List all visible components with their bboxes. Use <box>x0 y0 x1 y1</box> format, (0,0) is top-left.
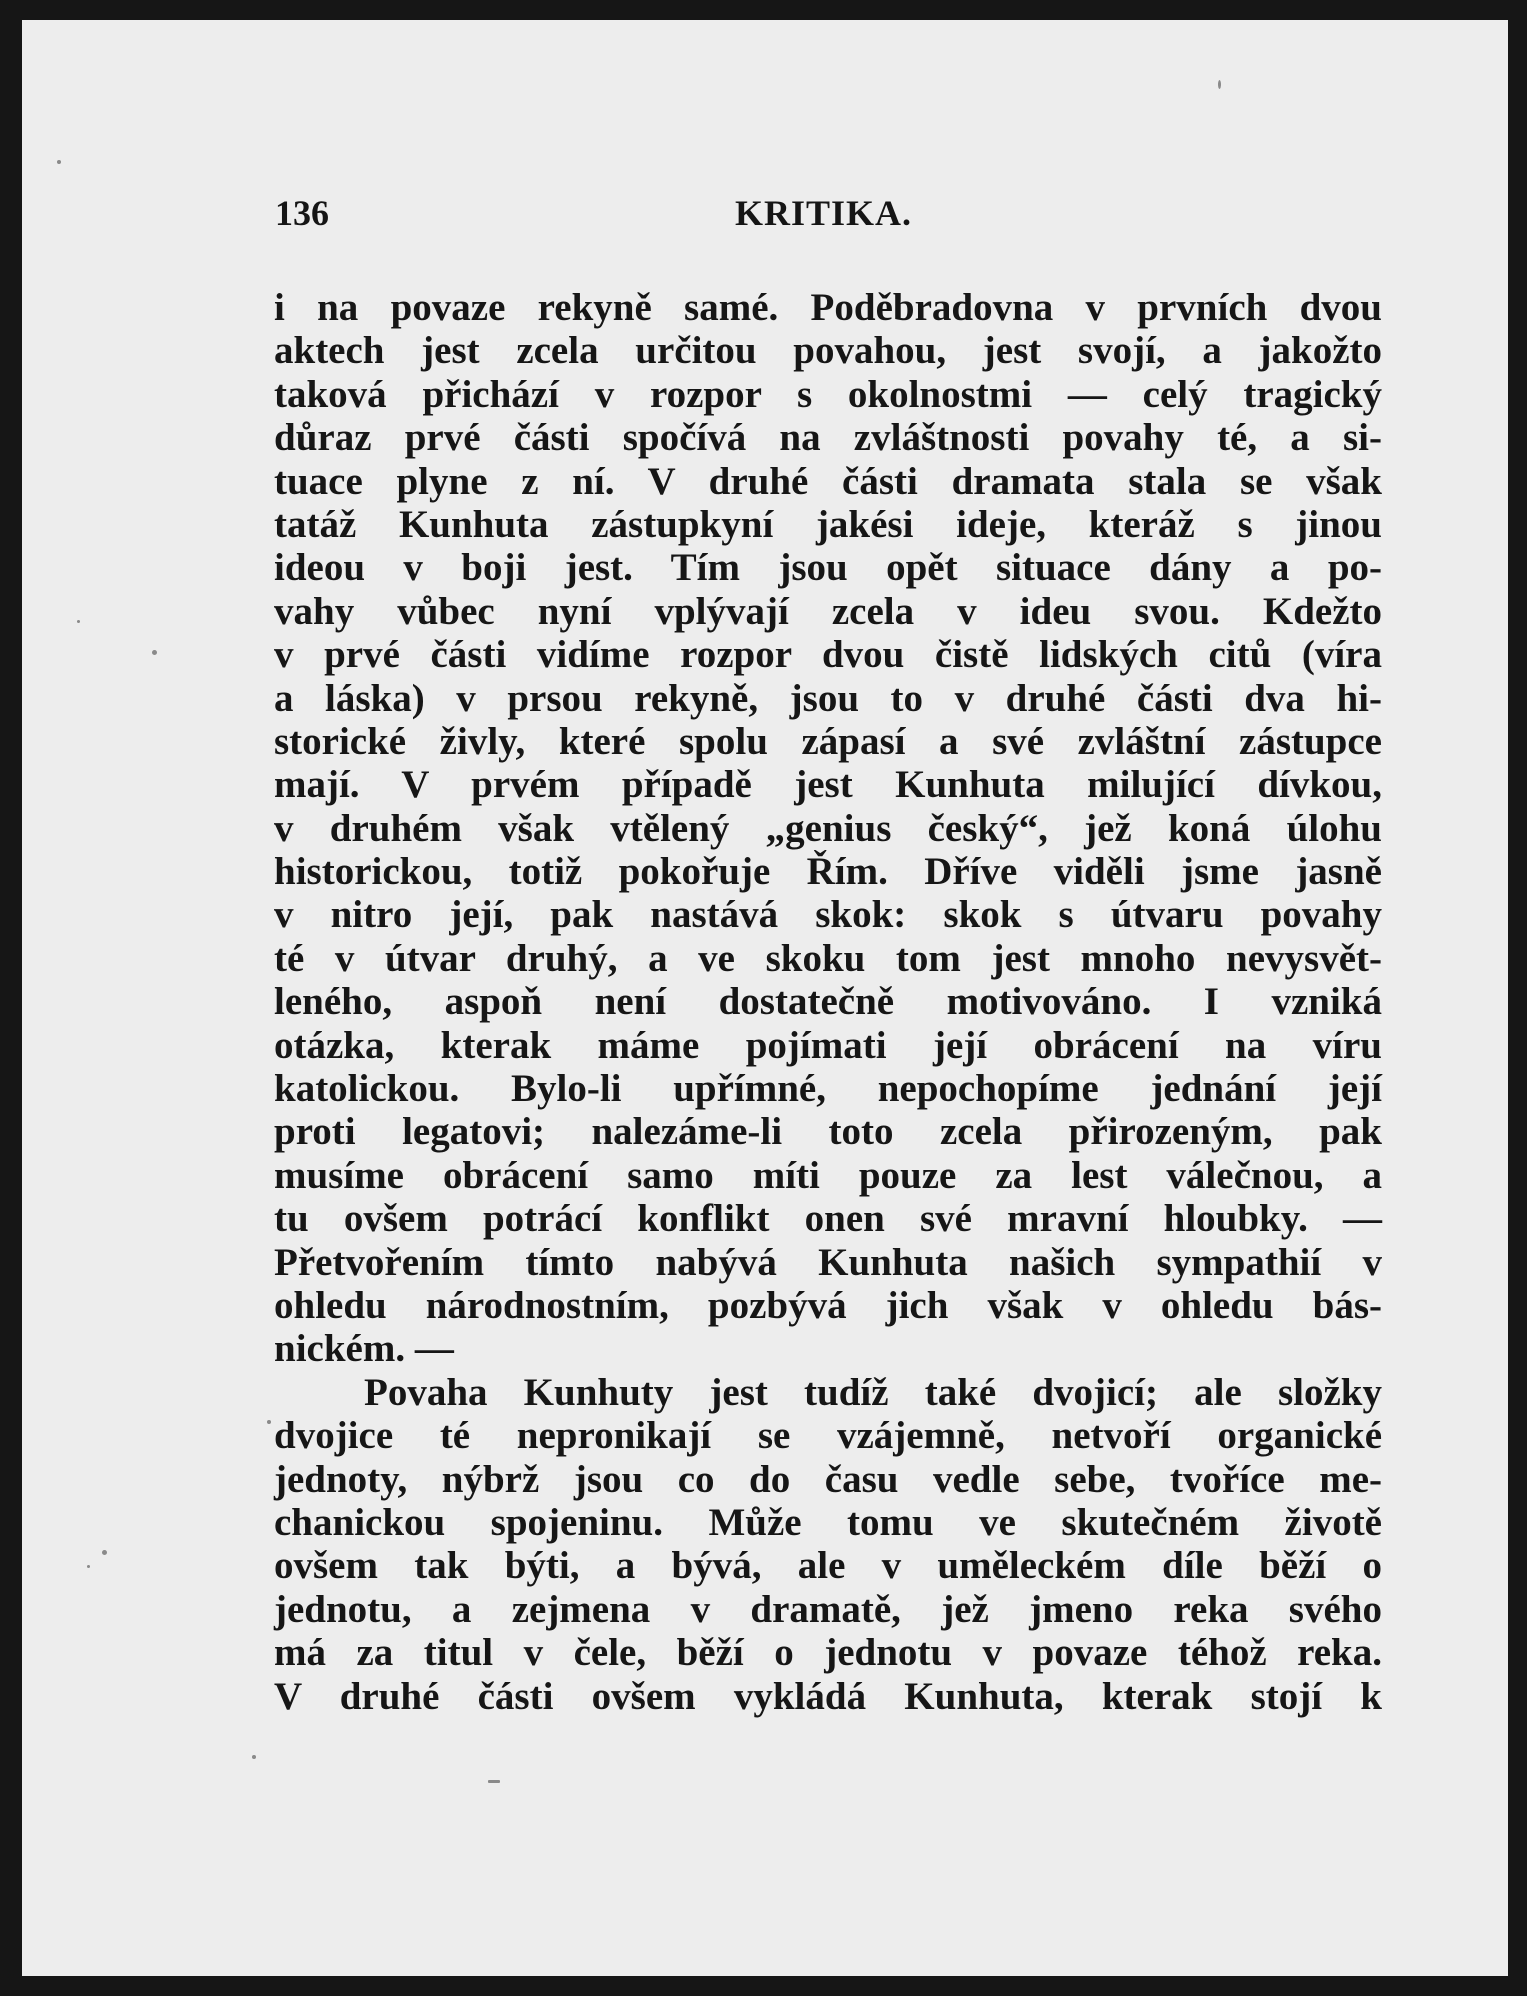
text-line: tatáž Kunhuta zástupkyní jakési ideje, kteráž s jinou <box>274 502 1382 546</box>
running-title: KRITIKA. <box>735 193 913 233</box>
text-line: má za titul v čele, běží o jednotu v povaze téhož reka. <box>274 1631 1382 1675</box>
text-line: V druhé části ovšem vykládá Kunhuta, kterak stojí k <box>274 1674 1382 1718</box>
page-header <box>275 192 1380 242</box>
text-line: té v útvar druhý, a ve skoku tom jest mnoho nevysvět- <box>274 936 1382 980</box>
scan-speck <box>488 1780 500 1783</box>
body-text <box>274 286 1382 1718</box>
text-line: i na povaze rekyně samé. Poděbradovna v prvních dvou <box>274 286 1382 329</box>
text-line: vahy vůbec nyní vplývají zcela v ideu svou. Kdežto <box>274 589 1382 633</box>
text-line: leného, aspoň není dostatečně motivováno. I vzniká <box>274 980 1382 1024</box>
text-line: chanickou spojeninu. Může tomu ve skutečném životě <box>274 1500 1382 1544</box>
scan-speck <box>102 1550 107 1555</box>
text-line: v nitro její, pak nastává skok: skok s útvaru povahy <box>274 893 1382 937</box>
page-number: 136 <box>275 193 329 233</box>
text-line: musíme obrácení samo míti pouze za lest válečnou, a <box>274 1153 1382 1197</box>
text-line: mají. V prvém případě jest Kunhuta milující dívkou, <box>274 763 1382 807</box>
text-line: v prvé části vidíme rozpor dvou čistě lidských citů (víra <box>274 633 1382 677</box>
scan-speck <box>87 1565 90 1568</box>
scan-speck <box>267 1420 271 1424</box>
text-line: jednoty, nýbrž jsou co do času vedle sebe, tvoříce me- <box>274 1457 1382 1501</box>
text-line: ohledu národnostním, pozbývá jich však v ohledu bás- <box>274 1283 1382 1327</box>
text-line: jednotu, a zejmena v dramatě, jež jmeno reka svého <box>274 1587 1382 1631</box>
text-line: otázka, kterak máme pojímati její obrácení na víru <box>274 1023 1382 1067</box>
text-line: katolickou. Bylo-li upřímné, nepochopíme jednání její <box>274 1067 1382 1111</box>
scan-speck <box>57 160 61 164</box>
text-line-paragraph-start: Povaha Kunhuty jest tudíž také dvojicí; ale složky <box>364 1370 1382 1414</box>
text-line: a láska) v prsou rekyně, jsou to v druhé části dva hi- <box>274 676 1382 720</box>
scan-speck <box>252 1755 256 1759</box>
text-line: Přetvořením tímto nabývá Kunhuta našich sympathií v <box>274 1240 1382 1284</box>
scan-speck <box>152 650 157 655</box>
text-line: historickou, totiž pokořuje Řím. Dříve viděli jsme jasně <box>274 850 1382 894</box>
scan-speck <box>77 620 80 623</box>
text-line: storické živly, které spolu zápasí a své zvláštní zástupce <box>274 719 1382 763</box>
text-line: důraz prvé části spočívá na zvláštnosti povahy té, a si- <box>274 416 1382 460</box>
text-line: tuace plyne z ní. V druhé části dramata stala se však <box>274 459 1382 503</box>
text-line: v druhém však vtělený „genius český“, jež koná úlohu <box>274 806 1382 850</box>
text-line: proti legatovi; nalezáme-li toto zcela přirozeným, pak <box>274 1110 1382 1154</box>
text-line: taková přichází v rozpor s okolnostmi — celý tragický <box>274 372 1382 416</box>
scan-speck <box>1218 80 1221 89</box>
text-line: ideou v boji jest. Tím jsou opět situace dány a po- <box>274 546 1382 590</box>
text-line: ovšem tak býti, a bývá, ale v uměleckém díle běží o <box>274 1544 1382 1588</box>
text-line: dvojice té nepronikají se vzájemně, netvoří organické <box>274 1414 1382 1458</box>
text-line: tu ovšem potrácí konflikt onen své mravní hloubky. — <box>274 1197 1382 1241</box>
text-line: nickém. — <box>274 1327 454 1371</box>
text-line: aktech jest zcela určitou povahou, jest svojí, a jakožto <box>274 329 1382 373</box>
scanned-page <box>22 20 1508 1976</box>
